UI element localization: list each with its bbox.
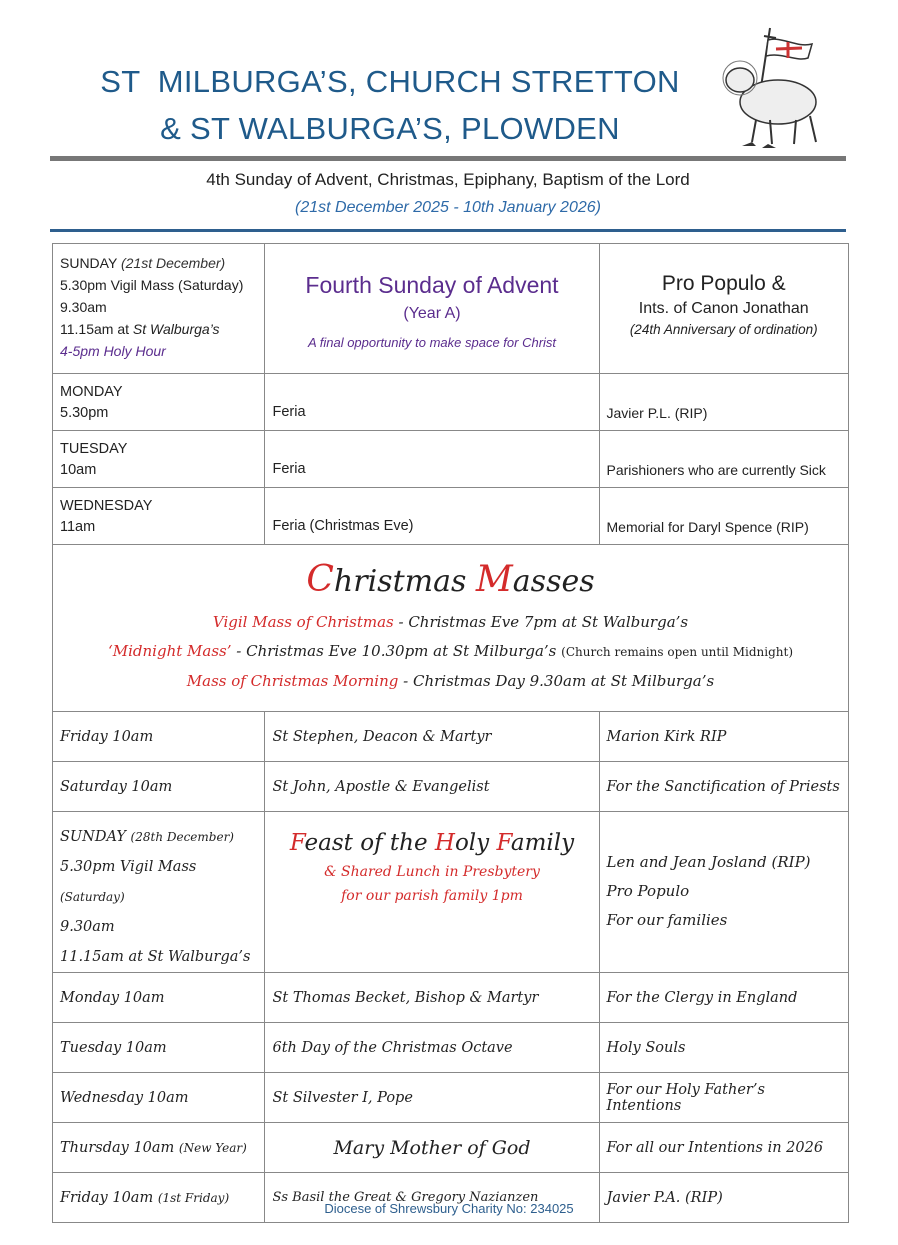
table-row: Monday 10am St Thomas Becket, Bishop & Martyr For the Clergy in England [53, 973, 849, 1023]
table-row: Tuesday 10am 6th Day of the Christmas Octave Holy Souls [53, 1023, 849, 1073]
feast-title: Fourth Sunday of Advent [305, 272, 559, 298]
charity-footer: Diocese of Shrewsbury Charity No: 234025 [324, 1201, 574, 1216]
table-row: Wednesday 10am St Silvester I, Pope For our Holy Father’s Intentions [53, 1073, 849, 1123]
table-row: Saturday 10am St John, Apostle & Evangelist For the Sanctification of Priests [53, 762, 849, 812]
parish-title [70, 58, 710, 152]
lamb-of-god-icon [712, 24, 840, 150]
table-row: Friday 10am (1st Friday) Ss Basil the Great & Gregory Nazianzen Javier P.A. (RIP) [53, 1173, 849, 1223]
date-range: (21st December 2025 - 10th January 2026) [295, 199, 601, 216]
christmas-masses-row [53, 545, 849, 712]
table-row: MONDAY 5.30pm Feria Javier P.L. (RIP) [53, 374, 849, 431]
mass-line: Vigil Mass of Christmas - Christmas Eve 7pm at St Walburga’s [212, 613, 689, 631]
mass-line: ‘Midnight Mass’ - Christmas Eve 10.30pm at St Milburga’s (Church remains open until Midnight) [107, 642, 793, 660]
header-rule [50, 156, 846, 161]
intention-cell: Pro Populo & Ints. of Canon Jonathan (24th Anniversary of ordination) [599, 244, 849, 374]
christmas-masses-title: Christmas Masses [306, 559, 595, 600]
title-line-2: & ST WALBURGA’S, PLOWDEN [160, 111, 620, 146]
table-row: Thursday 10am (New Year) Mary Mother of God For all our Intentions in 2026 [53, 1123, 849, 1173]
subtitle-rule [50, 229, 846, 232]
table-row [53, 244, 849, 374]
day-cell: SUNDAY (21st December) 5.30pm Vigil Mass (Saturday) 9.30am 11.15am at St Walburga’s 4-5pm Holy Hour [53, 244, 265, 374]
mass-schedule-table [52, 243, 849, 1223]
title-line-1: ST MILBURGA’S, CHURCH STRETTON [100, 64, 680, 99]
table-row: WEDNESDAY 11am Feria (Christmas Eve) Memorial for Daryl Spence (RIP) [53, 488, 849, 545]
subtitle: 4th Sunday of Advent, Christmas, Epiphany, Baptism of the Lord [206, 170, 690, 189]
holy-family-row: SUNDAY (28th December) 5.30pm Vigil Mass (Saturday) 9.30am 11.15am at St Walburga’s Feast of the Holy Family & Shared Lunch in Presbytery for our parish family 1pm Len and Jean Josland (RIP) Pro Populo For our families [53, 812, 849, 973]
table-row: Friday 10am St Stephen, Deacon & Martyr Marion Kirk RIP [53, 712, 849, 762]
mass-line: Mass of Christmas Morning - Christmas Day 9.30am at St Milburga’s [186, 672, 715, 690]
holy-family-title: Feast of the Holy Family [289, 830, 575, 856]
feast-cell: Fourth Sunday of Advent (Year A) A final opportunity to make space for Christ [265, 244, 599, 374]
table-row: TUESDAY 10am Feria Parishioners who are currently Sick [53, 431, 849, 488]
